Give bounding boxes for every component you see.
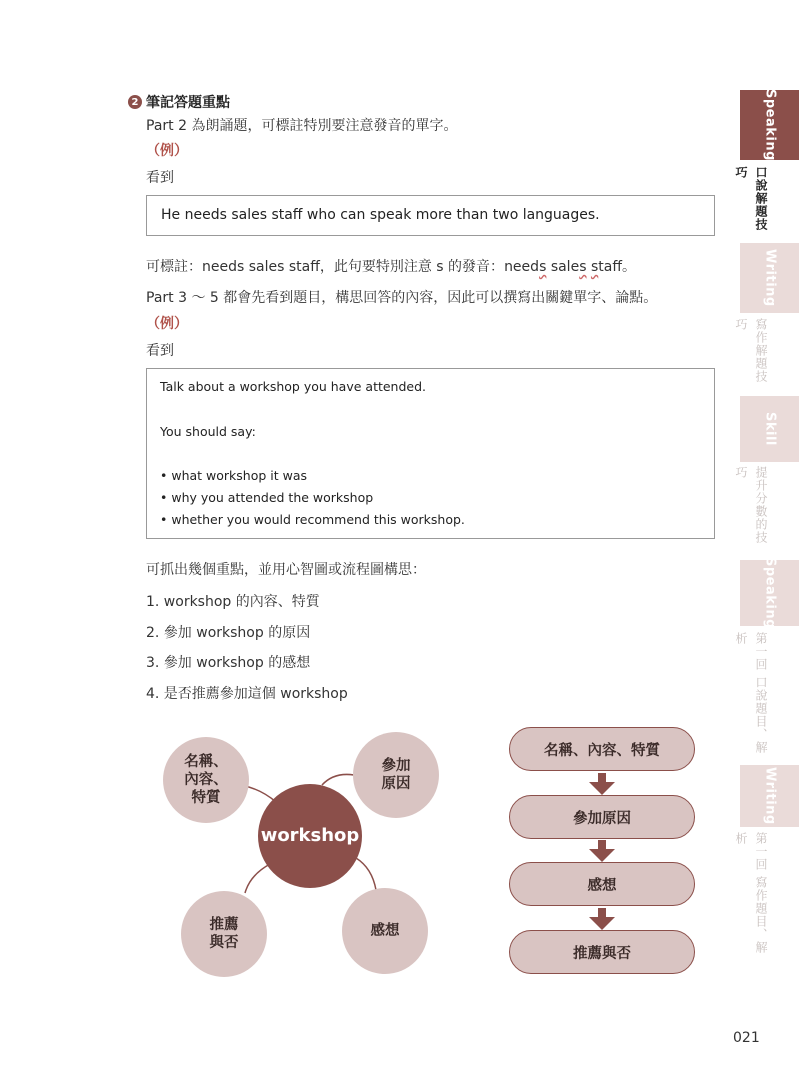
down-arrow-icon xyxy=(589,840,615,862)
part2-see-label: 看到 xyxy=(146,170,174,186)
note-word: taff xyxy=(598,259,622,275)
down-arrow-icon xyxy=(589,773,615,795)
connector-line xyxy=(356,858,376,890)
node-line: 感想 xyxy=(370,923,400,939)
section-title: 筆記答題重點 xyxy=(146,95,230,111)
flow-step-3: 感想 xyxy=(509,862,695,906)
mindmap-center-node xyxy=(258,784,362,888)
node-line: 推薦 xyxy=(209,917,239,933)
prompt-bullet: • why you attended the workshop xyxy=(160,490,374,505)
part2-example-label: （例） xyxy=(146,143,188,159)
point-item: 1. workshop 的內容、特質 xyxy=(146,594,320,610)
connector-line xyxy=(322,774,354,785)
side-tab-speaking-sub: 口說解題技巧 xyxy=(734,166,768,231)
node-line: 特質 xyxy=(191,790,221,806)
part2-intro: Part 2 為朗誦題，可標註特別要注意發音的單字。 xyxy=(146,118,458,134)
side-tab-speaking-label: Speaking xyxy=(762,89,778,161)
side-tab-skill-label: Skill xyxy=(762,412,778,446)
point-item: 2. 參加 workshop 的原因 xyxy=(146,625,311,641)
side-tab-writing-sub: 寫作解題技巧 xyxy=(734,318,768,383)
flow-step-2: 參加原因 xyxy=(509,795,695,839)
down-arrow-icon xyxy=(589,908,615,930)
flow-step-4: 推薦與否 xyxy=(509,930,695,974)
part2-prompt-text: He needs sales staff who can speak more than two languages. xyxy=(161,207,600,223)
part2-note-prefix: 可標註：needs sales staff，此句要特別注意 s 的發音： xyxy=(146,259,505,275)
node-line: 參加 xyxy=(381,758,411,774)
mindmap-node-reason xyxy=(353,732,439,818)
prompt-bullet: • what workshop it was xyxy=(160,468,308,483)
flow-step-1: 名稱、內容、特質 xyxy=(509,727,695,771)
node-line: 原因 xyxy=(381,776,411,792)
page-number: 021 xyxy=(733,1030,760,1046)
side-tab-skill-sub: 提升分數的技巧 xyxy=(734,466,768,544)
note-word-underlined: s xyxy=(539,259,547,275)
side-tab-writing-label: Writing xyxy=(762,249,778,307)
mindmap-node-recommend xyxy=(181,891,267,977)
part3-intro: Part 3 ～ 5 都會先看到題目，構思回答的內容，因此可以撰寫出關鍵單字、論點。 xyxy=(146,290,658,306)
part3-example-label: （例） xyxy=(146,316,188,332)
prompt-line: You should say: xyxy=(160,424,256,439)
part3-see-label: 看到 xyxy=(146,343,174,359)
point-item: 4. 是否推薦參加這個 workshop xyxy=(146,686,348,702)
node-line: 內容、 xyxy=(184,772,228,788)
node-line: 名稱、 xyxy=(184,754,228,770)
side-tab-speaking-2-label: Speaking xyxy=(762,557,778,629)
connector-line xyxy=(245,864,270,893)
note-word-underlined: s xyxy=(579,259,587,275)
center-label: workshop xyxy=(260,825,360,846)
mindmap-node-feeling xyxy=(342,888,428,974)
point-item: 3. 參加 workshop 的感想 xyxy=(146,655,311,671)
side-tab-speaking-2-sub: 第一回 口說題目、解析 xyxy=(734,632,768,754)
prompt-line: Talk about a workshop you have attended. xyxy=(160,379,427,394)
side-tab-writing-2-label: Writing xyxy=(762,767,778,825)
note-word-underlined: s xyxy=(590,259,599,275)
side-tab-writing-2-sub: 第一回 寫作題目、解析 xyxy=(734,832,768,954)
part2-note-suffix: 。 xyxy=(621,259,636,275)
mindmap-node-name xyxy=(163,737,249,823)
node-line: 與否 xyxy=(209,935,239,951)
part3-summary: 可抓出幾個重點，並用心智圖或流程圖構思： xyxy=(146,562,426,578)
prompt-bullet: • whether you would recommend this workshop. xyxy=(160,512,465,527)
note-word: sale xyxy=(550,259,580,275)
note-word: need xyxy=(504,259,540,275)
section-number-badge: 2 xyxy=(128,95,142,109)
